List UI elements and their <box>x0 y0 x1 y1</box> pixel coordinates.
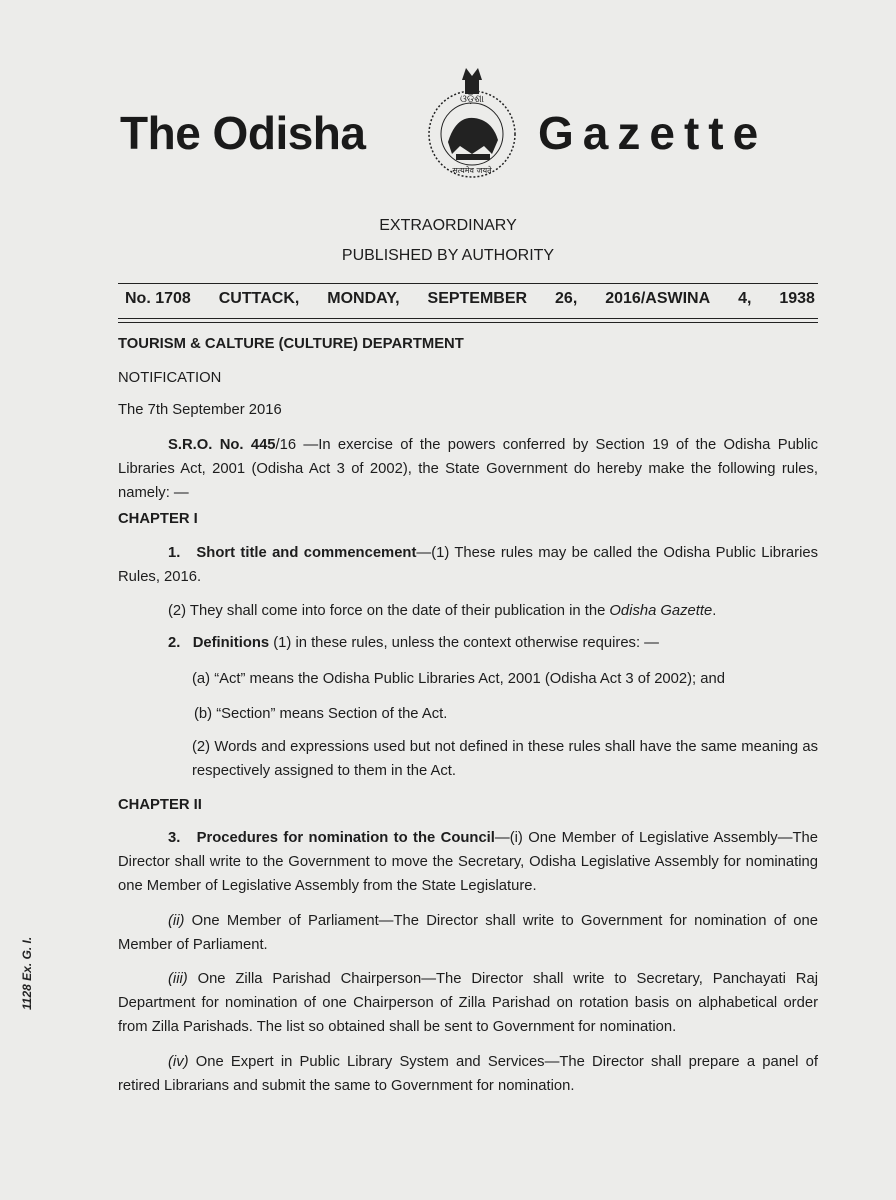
issue-day: MONDAY, <box>327 290 400 307</box>
rule-3-ii-label: (ii) <box>168 913 185 929</box>
issue-city: CUTTACK, <box>218 290 300 307</box>
issue-month: SEPTEMBER <box>427 290 528 307</box>
sro-text: /16 —In exercise of the powers conferred by Section 19 of the Odisha Public Libraries Act, 2001 (Odisha Act 3 of 2002), the State Government do hereby make the following rules, namely: — <box>118 437 818 501</box>
rule-3-number: 3. <box>168 830 181 846</box>
emblem-top-text: ଓଡ଼ିଶା <box>459 94 485 105</box>
rule-3-iii-label: (iii) <box>168 971 188 987</box>
rule-3-iii-text: One Zilla Parishad Chairperson—The Director shall write to Secretary, Panchayati Raj Department for nomination of one Chairperson of Zilla Parishad on rotation basis on alphabetical order from Zilla Parishads. The list so obtained shall be sent to Government for nomination. <box>118 971 818 1035</box>
rule-3-text: —(i) One Member of Legislative Assembly—The Director shall write to the Government to move the Secretary, Odisha Legislative Assembly for nominating one Member of Legislative Assembly from the State Legislature. <box>118 830 818 894</box>
issue-line <box>125 290 815 308</box>
rule-3-paragraph <box>118 826 818 898</box>
extraordinary-label: EXTRAORDINARY <box>379 217 517 234</box>
rule-1-2-gazette: Odisha Gazette <box>609 603 713 619</box>
chapter-2-heading: CHAPTER II <box>118 797 202 813</box>
rule-3-iv-text: One Expert in Public Library System and Services—The Director shall prepare a panel of retired Librarians and submit the same to Government for nomination. <box>118 1054 818 1094</box>
issue-year: 2016/ASWINA <box>605 290 711 307</box>
gazette-title-right: Gazette <box>538 107 768 159</box>
rule-3-title: Procedures for nomination to the Council <box>196 830 495 846</box>
issue-saka-day: 4, <box>738 290 752 307</box>
rule-2-clause-b: (b) “Section” means Section of the Act. <box>194 706 448 722</box>
sro-number: S.R.O. No. 445 <box>168 437 276 453</box>
rule-1-text: —(1) These rules may be called the Odisha Public Libraries Rules, 2016. <box>118 545 818 585</box>
rule-1-2-paragraph <box>118 599 818 623</box>
chapter-1-heading: CHAPTER I <box>118 511 198 527</box>
sro-paragraph <box>118 433 818 505</box>
margin-note: 1128 Ex. G. I. <box>20 936 34 1010</box>
rule-3-ii-paragraph <box>118 909 818 957</box>
divider-bottom-double <box>118 322 818 323</box>
gazette-title-left: The Odisha <box>120 107 366 159</box>
rule-1-2-text: (2) They shall come into force on the date of their publication in the <box>168 603 610 619</box>
rule-3-ii-text: One Member of Parliament—The Director shall write to Government for nomination of one Member of Parliament. <box>118 913 818 953</box>
rule-2-number: 2. <box>168 635 181 651</box>
rule-1-paragraph <box>118 541 818 589</box>
rule-3-iv-paragraph <box>118 1050 818 1098</box>
rule-3-iv-label: (iv) <box>168 1054 189 1070</box>
published-label: PUBLISHED BY AUTHORITY <box>341 247 555 264</box>
rule-2-clause-a: (a) “Act” means the Odisha Public Libraries Act, 2001 (Odisha Act 3 of 2002); and <box>192 671 725 687</box>
issue-number: No. 1708 <box>125 290 191 307</box>
masthead <box>120 62 820 192</box>
rule-3-iii-paragraph <box>118 967 818 1039</box>
rule-1-2-end: . <box>712 603 717 619</box>
rule-1-number: 1. <box>168 545 181 561</box>
rule-2-text: (1) in these rules, unless the context otherwise requires: — <box>269 635 659 651</box>
rule-1-title: Short title and commencement <box>196 545 417 561</box>
issue-date: 26, <box>555 290 578 307</box>
rule-2-paragraph <box>118 631 818 655</box>
notification-date: The 7th September 2016 <box>118 402 282 418</box>
rule-2-2-paragraph: (2) Words and expressions used but not defined in these rules shall have the same meaning as respectively assigned to them in the Act. <box>192 739 818 779</box>
emblem-motto: सत्यमेव जयते <box>452 166 492 175</box>
rule-2-title: Definitions <box>192 635 270 651</box>
issue-saka-year: 1938 <box>779 290 815 307</box>
department-heading: TOURISM & CALTURE (CULTURE) DEPARTMENT <box>118 336 464 352</box>
divider-bottom <box>118 318 818 319</box>
state-emblem-icon <box>412 62 532 187</box>
divider-top <box>118 283 818 284</box>
notification-heading: NOTIFICATION <box>118 370 222 386</box>
